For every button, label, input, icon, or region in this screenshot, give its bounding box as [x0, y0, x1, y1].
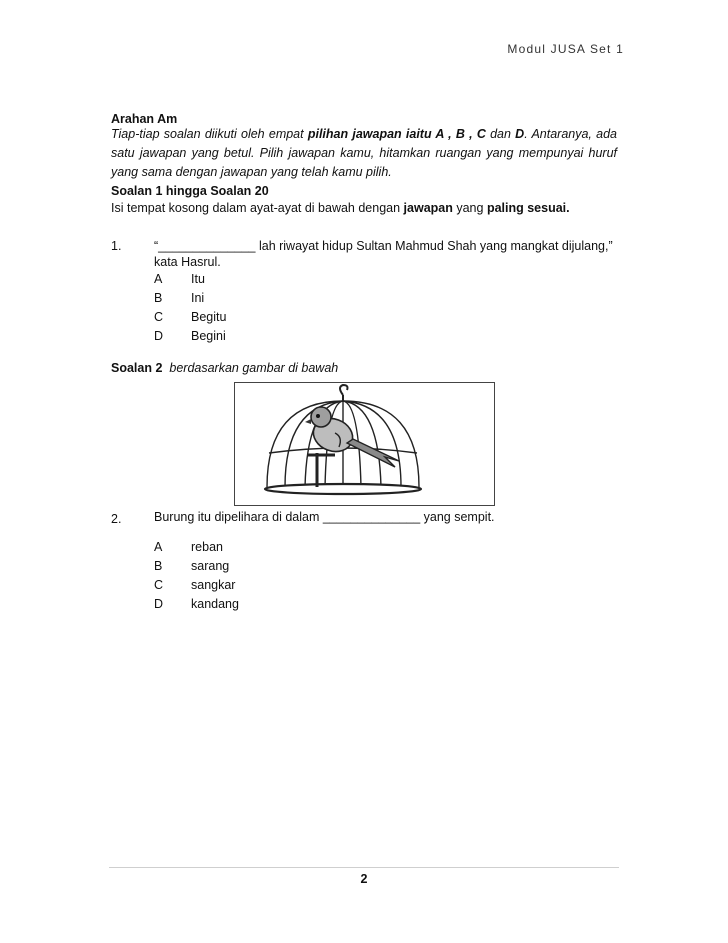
- section-title: Soalan 1 hingga Soalan 20: [111, 184, 269, 198]
- question-2-number: 2.: [111, 512, 122, 526]
- question-1-number: 1.: [111, 239, 122, 253]
- q2-option-c-text: sangkar: [191, 578, 236, 592]
- instructions-text-2: dan: [485, 127, 516, 141]
- q1-option-b-text: Ini: [191, 291, 205, 305]
- instructions-paragraph: [111, 125, 617, 182]
- q1-option-a-letter: A: [154, 272, 163, 286]
- question-1-stem-line2: kata Hasrul.: [154, 255, 221, 269]
- instructions-text-3: . Antaranya, ada satu jawapan yang betul. Pilih jawapan kamu, hitamkan ruangan yang mempunyai huruf yang sama dengan jawapan yang telah kamu pilih.: [111, 127, 617, 179]
- q2-option-d-text: kandang: [191, 597, 239, 611]
- q2-option-d-letter: D: [154, 597, 164, 611]
- question-1-stem-line1: “______________ lah riwayat hidup Sultan Mahmud Shah yang mangkat dijulang,”: [154, 239, 613, 253]
- instructions-bold-2: D: [515, 127, 525, 141]
- bird-cage-icon: [235, 383, 494, 505]
- question-2-intro-bold: Soalan 2: [111, 361, 163, 375]
- instructions-text-1: Tiap-tiap soalan diikuti oleh empat: [111, 127, 308, 141]
- q1-option-b-letter: B: [154, 291, 163, 305]
- q2-option-a-text: reban: [191, 540, 223, 554]
- section-text-c: yang: [452, 201, 487, 215]
- q2-option-c-letter: C: [154, 578, 164, 592]
- q2-option-b-letter: B: [154, 559, 163, 573]
- module-header: Modul JUSA Set 1: [507, 42, 624, 56]
- q1-option-d-text: Begini: [191, 329, 226, 343]
- q1-option-a-text: Itu: [191, 272, 205, 286]
- question-2-stem: Burung itu dipelihara di dalam ______________ yang sempit.: [154, 510, 495, 524]
- bird-in-cage-illustration: [234, 382, 495, 506]
- q1-option-c-text: Begitu: [191, 310, 227, 324]
- instructions-title: Arahan Am: [111, 112, 178, 126]
- section-text-d: paling sesuai.: [486, 201, 570, 215]
- page-number: 2: [360, 872, 368, 886]
- question-2-intro-italic: berdasarkan gambar di bawah: [169, 361, 339, 375]
- q2-option-a-letter: A: [154, 540, 163, 554]
- instructions-bold-1: pilihan jawapan iaitu A , B , C: [307, 127, 486, 141]
- section-text-a: Isi tempat kosong dalam ayat-ayat di bawah dengan: [111, 201, 404, 215]
- section-text-b: jawapan: [403, 201, 453, 215]
- q1-option-d-letter: D: [154, 329, 164, 343]
- footer-divider: [109, 867, 619, 868]
- q1-option-c-letter: C: [154, 310, 164, 324]
- q2-option-b-text: sarang: [191, 559, 230, 573]
- question-2-intro: [111, 361, 338, 375]
- section-instruction: [111, 199, 617, 218]
